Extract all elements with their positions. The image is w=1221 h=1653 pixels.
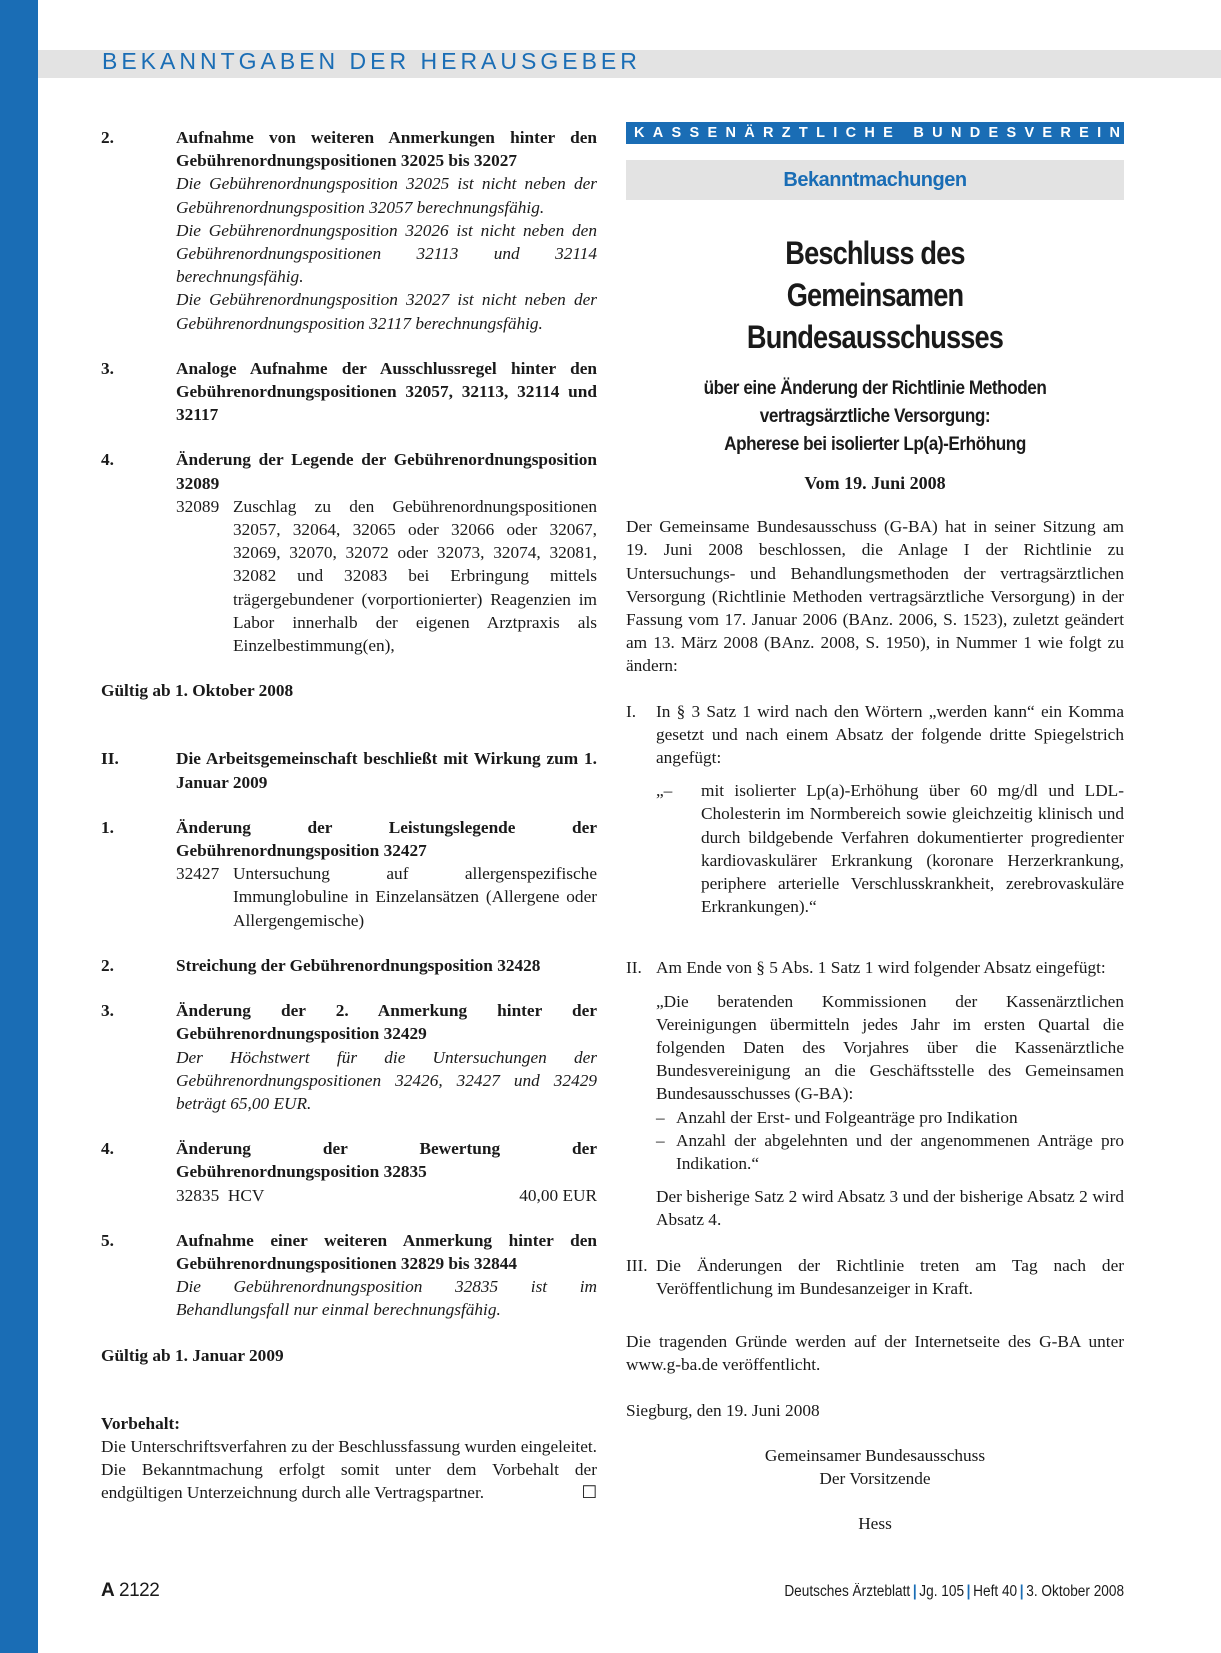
item-number: 3.	[101, 1001, 114, 1021]
list-item	[101, 816, 597, 932]
item-number: 4.	[101, 1139, 114, 1159]
journal-date: 3. Oktober 2008	[1026, 1583, 1124, 1600]
change-text: Am Ende von § 5 Abs. 1 Satz 1 wird folgender Absatz eingefügt:	[656, 958, 1106, 978]
change-item	[626, 700, 1124, 770]
organization-bar: KASSENÄRZTLICHE BUNDESVEREINIGUNG	[626, 122, 1124, 144]
fee-code-entry	[176, 495, 597, 657]
page-number	[101, 1580, 159, 1602]
quote-text: mit isolierter Lp(a)-Erhöhung über 60 mg/dl und LDL-Cholesterin im Normbereich sowie gleichzeitig klinisch und durch bildgebende Verfahren dokumentierter progredienter kardiovaskulärer Erkrankung (koronare Herzerkrankung, periphere arterielle Verschlusskrankheit, zerebrovaskuläre Erkrankungen).“	[701, 781, 1124, 917]
list-item	[101, 448, 597, 657]
signature-block	[626, 1444, 1124, 1536]
item-number: 3.	[101, 358, 114, 378]
list-item	[101, 126, 597, 335]
reservation-title: Vorbehalt:	[101, 1413, 181, 1433]
item-heading: Analoge Aufnahme der Ausschlussregel hinter den Gebührenordnungspositionen 32057, 32113, 32114 und 32117	[176, 358, 597, 425]
fee-code: 32835	[176, 1185, 220, 1205]
change-text: Die Änderungen der Richtlinie treten am Tag nach der Veröffentlichung im Bundesanzeiger in Kraft.	[656, 1255, 1124, 1298]
dash-item: – Anzahl der Erst- und Folgeanträge pro Indikation	[656, 1106, 1124, 1129]
change-item	[626, 956, 1124, 979]
section-heading-ii	[101, 747, 597, 793]
article-date: Vom 19. Juni 2008	[804, 473, 946, 493]
list-item	[101, 954, 597, 977]
item-heading: Änderung der 2. Anmerkung hinter der Gebührenordnungsposition 32429	[176, 1001, 597, 1044]
article-title	[663, 232, 1086, 358]
valid-from: Gültig ab 1. Oktober 2008	[101, 681, 294, 701]
item-note: Der Höchstwert für die Untersuchungen der Gebührenordnungspositionen 32426, 32427 und 32429 beträgt 65,00 EUR.	[176, 1047, 597, 1113]
list-item	[101, 357, 597, 427]
list-item	[101, 1229, 597, 1322]
item-number: II.	[101, 749, 119, 769]
page-number-value: 2122	[119, 1580, 160, 1601]
fee-value-row	[176, 1184, 597, 1207]
dash-text: Anzahl der abgelehnten und der angenommenen Anträge pro Indikation.“	[676, 1130, 1124, 1174]
item-note: Die Gebührenordnungsposition 32025 ist nicht neben der Gebührenordnungsposition 32057 berechnungsfähig.	[176, 174, 597, 217]
left-column	[101, 126, 597, 1505]
item-heading: Die Arbeitsgemeinschaft beschließt mit Wirkung zum 1. Januar 2009	[176, 749, 597, 792]
fee-description: Zuschlag zu den Gebührenordnungspositionen 32057, 32064, 32065 oder 32066 oder 32067, 32069, 32070, 32072 oder 32073, 32074, 32081, 32082 und 32083 bei Erbringung mittels trägergebundener (vorportionierter) Reagenzien im Labor innerhalb der eigenen Arztpraxis als Einzelbestimmung(en),	[233, 496, 597, 656]
quote-text: „Die beratenden Kommissionen der Kassenärztlichen Vereinigungen übermitteln jedes Jahr im ersten Quartal die folgenden Daten des Vorjahres über die Kassenärztliche Bundesvereinigung an die Geschäftsstelle des Gemeinsamen Bundesausschusses (G-BA):	[656, 991, 1124, 1104]
change-number: I.	[626, 701, 637, 721]
subtitle-line: vertragsärztliche Versorgung:	[759, 405, 991, 427]
item-note: Die Gebührenordnungsposition 32027 ist nicht neben der Gebührenordnungsposition 32117 berechnungsfähig.	[176, 290, 597, 333]
reservation-text	[101, 1435, 597, 1505]
place-date: Siegburg, den 19. Juni 2008	[626, 1400, 820, 1420]
journal-name: Deutsches Ärzteblatt	[784, 1583, 911, 1600]
journal-info: Deutsches Ärzteblatt | Jg. 105 | Heft 40 | 3. Oktober 2008	[784, 1583, 1124, 1600]
fee-code: 32089	[176, 496, 220, 516]
valid-from: Gültig ab 1. Januar 2009	[101, 1345, 284, 1365]
list-item	[101, 999, 597, 1115]
subtitle-line: Apherese bei isolierter Lp(a)-Erhöhung	[724, 433, 1026, 455]
page-prefix: A	[101, 1580, 115, 1601]
item-heading: Änderung der Leistungslegende der Gebührenordnungsposition 32427	[176, 817, 597, 861]
change-number: III.	[626, 1255, 648, 1275]
change-text: In § 3 Satz 1 wird nach den Wörtern „werden kann“ ein Komma gesetzt und nach einem Absatz der folgende dritte Spiegelstrich angefügt:	[656, 701, 1124, 768]
dash-text: Anzahl der Erst- und Folgeanträge pro Indikation	[676, 1107, 1018, 1127]
intro-paragraph: Der Gemeinsame Bundesausschuss (G-BA) hat in seiner Sitzung am 19. Juni 2008 beschlossen, die Anlage I der Richtlinie zu Untersuchungs- und Behandlungsmethoden der vertragsärztlichen Versorgung (Richtlinie Methoden vertragsärztliche Versorgung) in der Fassung vom 17. Januar 2006 (BAnz. 2006, S. 1523), zuletzt geändert am 13. März 2008 (BAnz. 2008, S. 1950), in Nummer 1 wie folgt zu ändern:	[626, 517, 1124, 676]
fee-description: Untersuchung auf allergenspezifische Immunglobuline in Einzelansätzen (Allergene oder Allergengemische)	[233, 864, 597, 930]
signature-role: Der Vorsitzende	[819, 1468, 931, 1488]
change-number: II.	[626, 958, 642, 978]
item-number: 1.	[101, 817, 114, 837]
dash-item: – Anzahl der abgelehnten und der angenommenen Anträge pro Indikation.“	[656, 1129, 1124, 1175]
item-heading: Aufnahme von weiteren Anmerkungen hinter den Gebührenordnungspositionen 32025 bis 32027	[176, 128, 597, 171]
fee-code-entry	[176, 862, 597, 932]
item-number: 2.	[101, 128, 114, 147]
reasons-paragraph: Die tragenden Gründe werden auf der Internetseite des G-BA unter www.g-ba.de veröffentlicht.	[626, 1332, 1124, 1375]
item-number: 2.	[101, 955, 114, 975]
signature-name: Hess	[858, 1514, 892, 1534]
change-item	[626, 1254, 1124, 1300]
list-item	[101, 1137, 597, 1207]
right-column	[626, 122, 1218, 1535]
quoted-insertion	[656, 779, 1124, 918]
fee-code: 32427	[176, 864, 220, 884]
article-title-line: Gemeinsamen Bundesausschusses	[746, 277, 1004, 355]
announcement-label: Bekanntmachungen	[626, 160, 1124, 200]
item-heading: Änderung der Legende der Gebührenordnungsposition 32089	[176, 450, 597, 493]
quoted-paragraph	[656, 990, 1124, 1232]
journal-issue: Heft 40	[973, 1583, 1018, 1600]
item-number: 4.	[101, 450, 114, 470]
item-heading: Aufnahme einer weiteren Anmerkung hinter den Gebührenordnungspositionen 32829 bis 32844	[176, 1230, 597, 1273]
article-title-line: Beschluss des	[785, 235, 965, 271]
reservation-body: Die Unterschriftsverfahren zu der Beschlussfassung wurden eingeleitet. Die Bekanntmachung erfolgt somit unter dem Vorbehalt der endgültigen Unterzeichnung durch alle Vertragspartner.	[101, 1436, 597, 1503]
sidebar-accent-bar	[0, 0, 38, 1653]
item-note: Die Gebührenordnungsposition 32026 ist nicht neben den Gebührenordnungspositionen 32113 und 32114 berechnungsfähig.	[176, 220, 597, 287]
fee-value: 40,00 EUR	[519, 1185, 597, 1205]
item-note: Die Gebührenordnungsposition 32835 ist im Behandlungsfall nur einmal berechnungsfähig.	[176, 1277, 597, 1320]
renumbering-note: Der bisherige Satz 2 wird Absatz 3 und der bisherige Absatz 2 wird Absatz 4.	[656, 1187, 1124, 1230]
end-mark-icon: ☐	[581, 1483, 597, 1503]
section-title: BEKANNTGABEN DER HERAUSGEBER	[102, 48, 641, 74]
signature-org: Gemeinsamer Bundesausschuss	[764, 1445, 986, 1465]
quote-mark: „–	[656, 781, 673, 801]
fee-name: HCV	[227, 1185, 265, 1205]
journal-volume: Jg. 105	[919, 1583, 964, 1600]
item-heading: Änderung der Bewertung der Gebührenordnungsposition 32835	[176, 1139, 597, 1182]
item-number: 5.	[101, 1230, 114, 1250]
item-heading: Streichung der Gebührenordnungsposition 32428	[176, 955, 541, 975]
subtitle-line: über eine Änderung der Richtlinie Methoden	[703, 377, 1047, 399]
article-subtitle	[656, 374, 1094, 458]
